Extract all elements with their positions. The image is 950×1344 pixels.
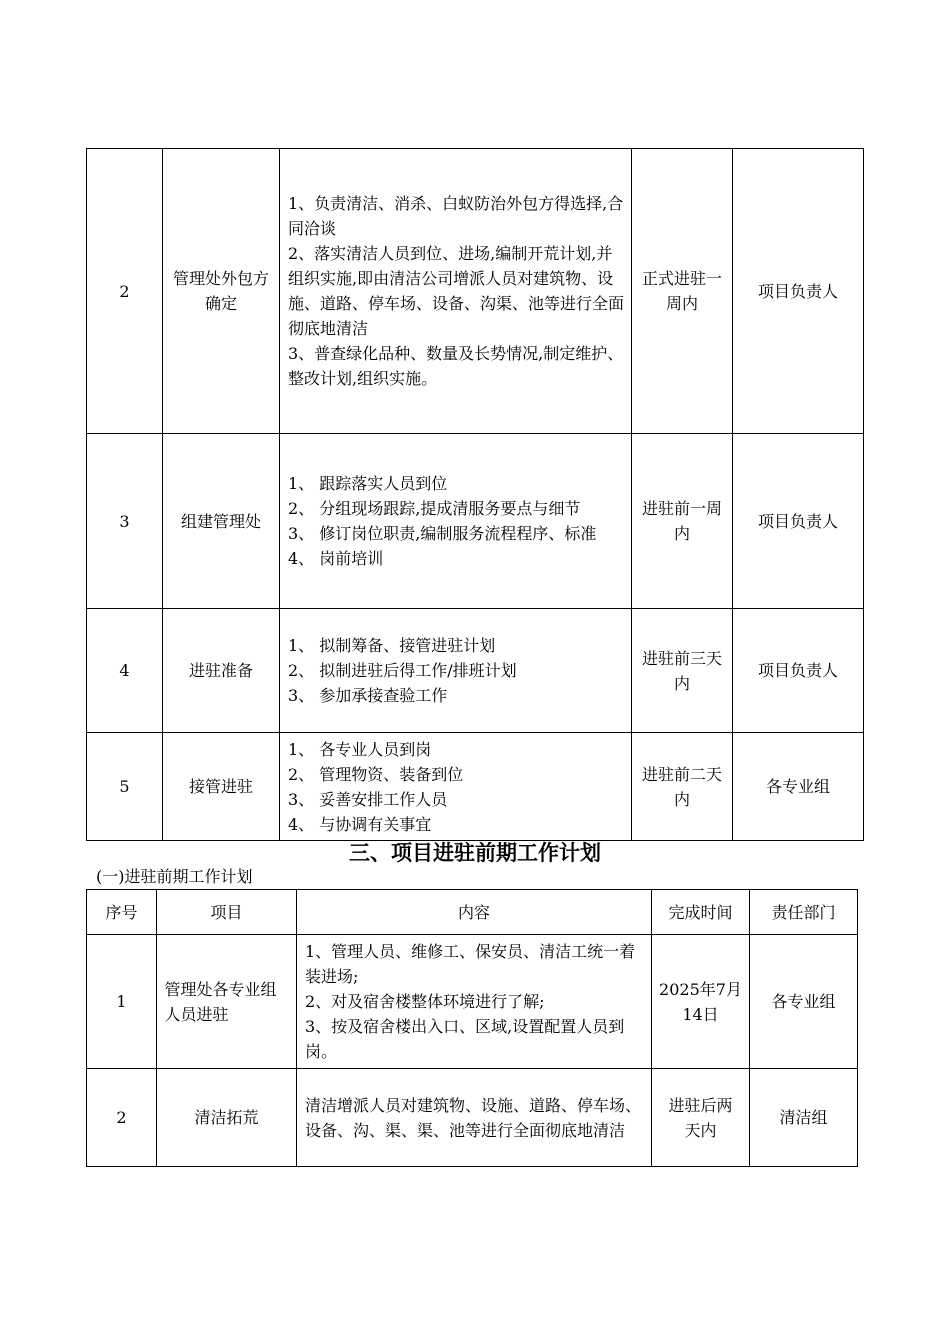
owner-cell: 项目负责人 [733,149,864,434]
table-row [87,935,858,1069]
header-item: 项目 [157,890,297,935]
table-row [87,1069,858,1167]
item-cell: 进驻准备 [163,609,280,733]
content-line: 2、 分组现场跟踪,提成清服务要点与细节 [288,499,581,518]
row-number: 5 [87,733,163,841]
content-line: 1、 各专业人员到岗 [288,739,432,759]
owner-cell: 清洁组 [750,1069,858,1167]
work-plan-table-continued [86,148,864,841]
header-no: 序号 [87,890,157,935]
section-heading: 三、项目进驻前期工作计划 [349,840,601,865]
time-cell [652,1069,750,1167]
item-text: 管理处外包方确定 [172,269,269,313]
row-number: 2 [87,1069,157,1167]
subsection-heading: (一)进驻前期工作计划 [96,867,253,886]
time-text: 2025年7月14日 [659,979,742,1024]
time-cell [632,149,733,434]
item-cell: 组建管理处 [163,434,280,609]
row-number: 3 [87,434,163,609]
table-row [87,434,864,609]
content-line: 1、负责清洁、消杀、白蚁防治外包方得选择,合同洽谈 [288,194,624,238]
time-text: 进驻前三天内 [642,648,723,693]
content-cell [280,733,632,841]
content-line: 1、 跟踪落实人员到位 [288,474,448,493]
owner-cell: 各专业组 [750,935,858,1069]
row-number: 4 [87,609,163,733]
table-header-row [87,890,858,935]
owner-cell: 项目负责人 [733,609,864,733]
content-cell [280,149,632,434]
content-line: 清洁增派人员对建筑物、设施、道路、停车场、设备、沟、渠、渠、池等进行全面彻底地清洁 [305,1095,642,1140]
row-number: 2 [87,149,163,434]
content-line: 3、 妥善安排工作人员 [288,789,448,809]
item-cell: 接管进驻 [163,733,280,841]
time-cell [632,733,733,841]
time-text: 进驻前一周内 [642,499,723,543]
table-row [87,149,864,434]
owner-cell: 项目负责人 [733,434,864,609]
content-cell [297,935,652,1069]
item-text: 管理处各专业组人员进驻 [164,979,277,1024]
header-content: 内容 [297,890,652,935]
pre-entry-work-plan-table [86,889,858,1167]
time-cell [652,935,750,1069]
table-row [87,609,864,733]
item-cell [163,149,280,434]
time-text: 进驻后两天内 [668,1095,733,1140]
content-line: 2、对及宿舍楼整体环境进行了解; [305,992,545,1011]
item-cell: 清洁拓荒 [157,1069,297,1167]
header-owner: 责任部门 [750,890,858,935]
content-line: 4、 与协调有关事宜 [288,814,432,834]
content-line: 4、 岗前培训 [288,549,384,568]
content-line: 2、 管理物资、装备到位 [288,764,464,784]
header-time: 完成时间 [652,890,750,935]
time-cell [632,609,733,733]
table-row [87,733,864,841]
item-cell [157,935,297,1069]
content-cell [280,609,632,733]
time-cell [632,434,733,609]
content-line: 3、按及宿舍楼出入口、区域,设置配置人员到岗。 [305,1017,625,1061]
content-line: 1、 拟制筹备、接管进驻计划 [288,636,496,655]
time-text: 进驻前二天内 [642,764,723,809]
content-line: 3、 修订岗位职责,编制服务流程程序、标准 [288,524,597,543]
content-line: 2、 拟制进驻后得工作/排班计划 [288,661,517,680]
time-text: 正式进驻一周内 [642,269,723,313]
content-line: 2、落实清洁人员到位、进场,编制开荒计划,并组织实施,即由清洁公司增派人员对建筑物、设施、道路、停车场、设备、沟渠、池等进行全面彻底地清洁 [288,244,625,338]
content-cell [297,1069,652,1167]
content-line: 3、 参加承接查验工作 [288,686,448,705]
content-line: 3、普查绿化品种、数量及长势情况,制定维护、整改计划,组织实施。 [288,344,624,388]
content-cell [280,434,632,609]
owner-cell: 各专业组 [733,733,864,841]
row-number: 1 [87,935,157,1069]
content-line: 1、管理人员、维修工、保安员、清洁工统一着装进场; [305,942,636,986]
